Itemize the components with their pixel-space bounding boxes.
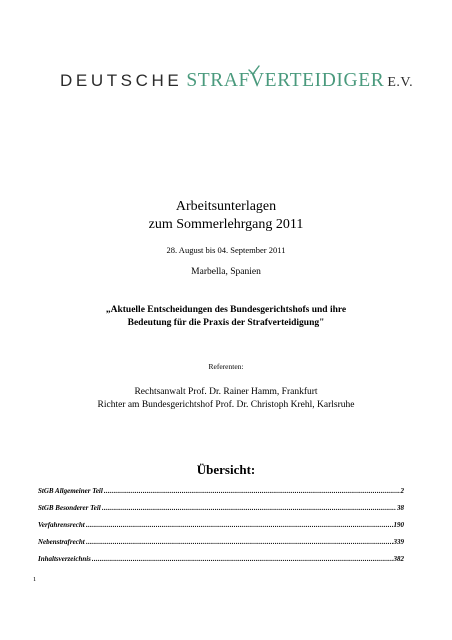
referenten-label: Referenten: [208,362,244,371]
topic-line1: „Aktuelle Entscheidungen des Bundesgerichtshofs und ihre [105,305,347,315]
toc-leader [86,538,393,547]
logo-text-ev: E.V. [387,75,414,90]
logo-text-strafverteidiger: STRAFVERTEIDIGER [186,70,385,91]
toc-entry-page: 2 [400,487,404,495]
toc-entry-label: Verfahrensrecht [38,521,85,529]
speaker-1: Rechtsanwalt Prof. Dr. Rainer Hamm, Frankfurt [134,387,318,397]
toc-leader [102,504,396,513]
topic-line2: Bedeutung für die Praxis der Strafverteidigung" [127,318,325,328]
speaker-2: Richter am Bundesgerichtshof Prof. Dr. Christoph Krehl, Karlsruhe [97,400,355,410]
toc-leader [92,555,393,564]
page-number: 1 [33,576,37,583]
toc-entry-label: StGB Besonderer Teil [38,504,101,512]
toc-entry-label: StGB Allgemeiner Teil [38,487,103,495]
overview-heading: Übersicht: [196,462,256,477]
toc-entry-page: 190 [393,521,404,529]
toc-leader [86,521,393,530]
toc-entry[interactable] [38,513,404,530]
table-of-contents [38,479,404,564]
logo [60,67,414,95]
toc-entry[interactable] [38,547,404,564]
event-dates: 28. August bis 04. September 2011 [166,245,286,255]
toc-entry-page: 382 [393,555,404,563]
toc-entry[interactable] [38,496,404,513]
logo-text-deutsche: DEUTSCHE [60,71,183,90]
toc-entry-page: 38 [397,504,404,512]
checkmark-icon [248,65,260,75]
document-title-line2: zum Sommerlehrgang 2011 [148,217,304,232]
toc-entry-label: Inhaltsverzeichnis [38,555,91,563]
document-title-line1: Arbeitsunterlagen [175,199,277,214]
toc-entry[interactable] [38,530,404,547]
toc-entry-label: Nebenstrafrecht [38,538,85,546]
toc-entry[interactable] [38,479,404,496]
toc-leader [104,487,400,496]
toc-entry-page: 339 [393,538,404,546]
event-location: Marbella, Spanien [191,267,261,277]
